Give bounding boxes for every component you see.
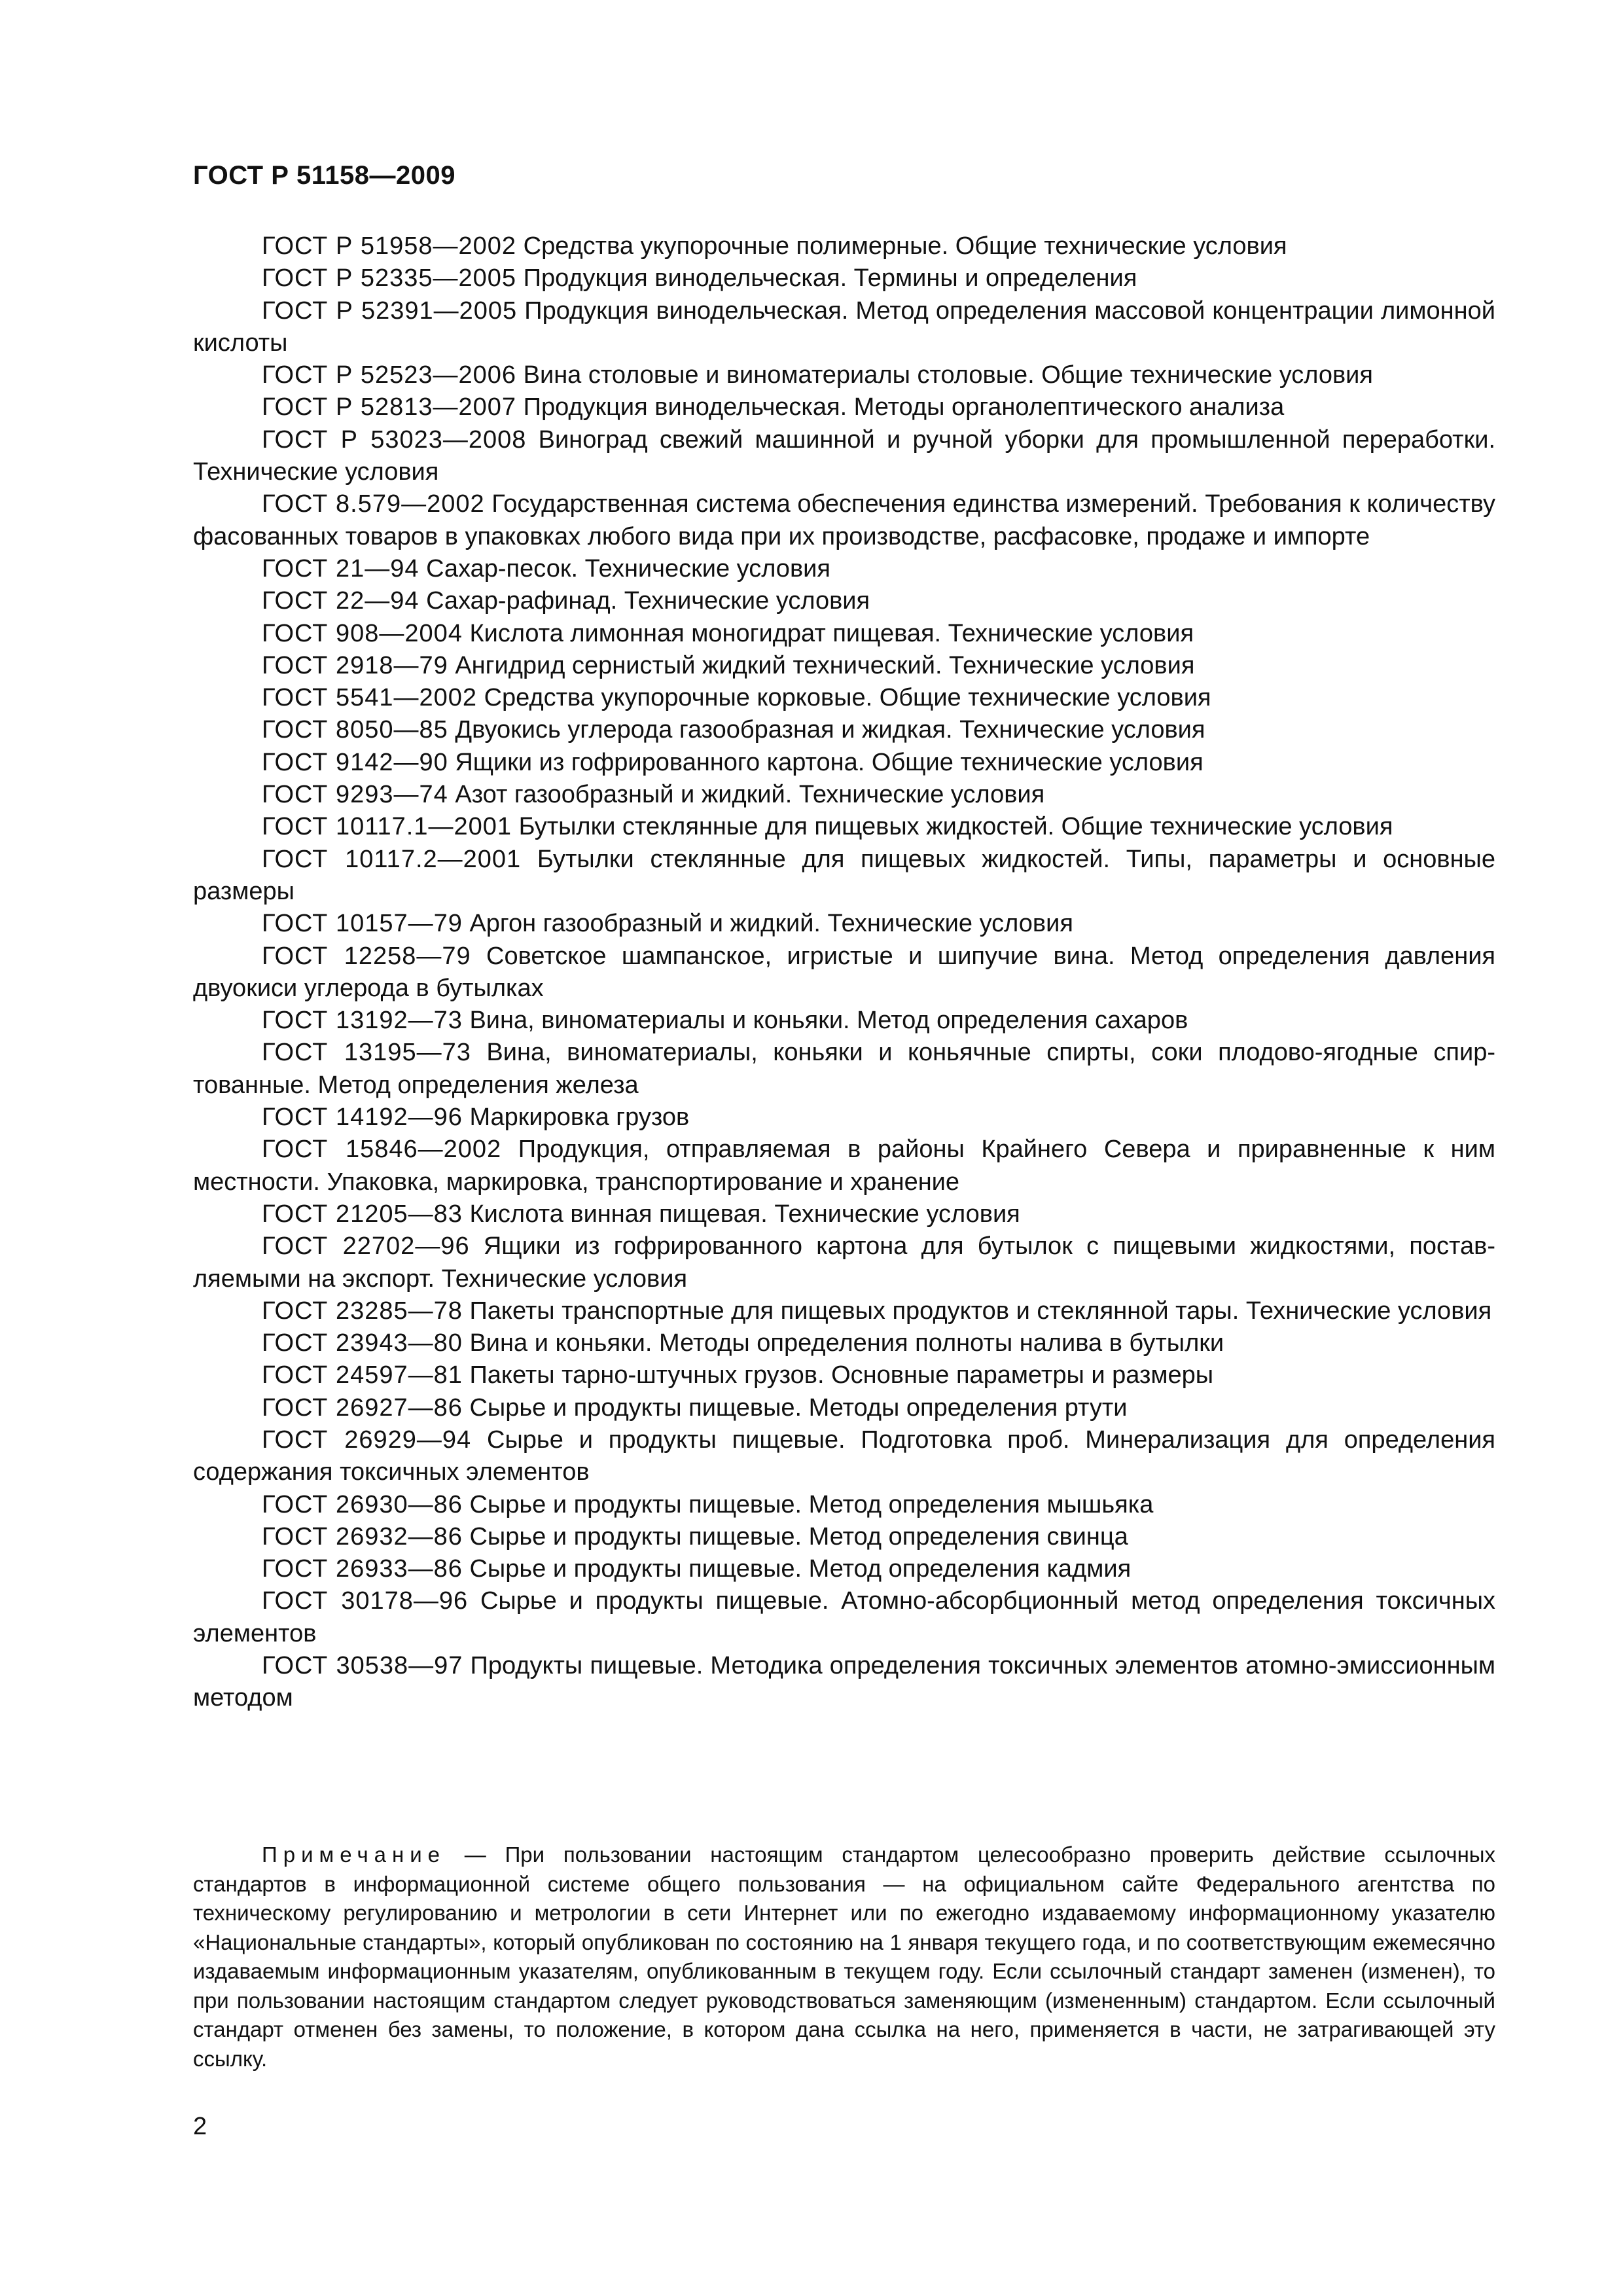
reference-title: Сахар-рафинад. Технические условия [426, 587, 870, 615]
reference-entry [193, 230, 1495, 262]
reference-title: Виноград свежий машинной и ручной уборки для промышленной переработки. Технические условия [193, 425, 1495, 486]
reference-code: ГОСТ 26933—86 [262, 1555, 463, 1583]
reference-title: Сырье и продукты пищевые. Метод определения свинца [469, 1522, 1128, 1551]
reference-code: ГОСТ 5541—2002 [262, 684, 478, 712]
reference-code: ГОСТ Р 52523—2006 [262, 361, 517, 389]
reference-code: ГОСТ Р 52813—2007 [262, 393, 517, 422]
reference-code: ГОСТ 26929—94 [262, 1426, 472, 1454]
reference-code: ГОСТ 2918—79 [262, 651, 448, 679]
reference-entry [193, 811, 1495, 843]
reference-title: Продукция винодельческая. Методы органолептического анализа [523, 393, 1285, 422]
reference-code: ГОСТ 21205—83 [262, 1200, 463, 1228]
reference-code: ГОСТ 24597—81 [262, 1361, 463, 1390]
reference-entry [193, 714, 1495, 746]
reference-entry [193, 1521, 1495, 1553]
reference-entry [193, 1102, 1495, 1134]
note-dash: — [446, 1842, 505, 1867]
reference-title: Государственная система обеспечения единства измерений. Требования к количеству фасованных товаров в упаковках любого вида при их производстве, расфасовке, продаже и импорте [193, 490, 1495, 550]
reference-code: ГОСТ Р 53023—2008 [262, 425, 527, 454]
reference-title: Средства укупорочные корковые. Общие технические условия [484, 684, 1211, 712]
reference-entry [193, 1134, 1495, 1198]
reference-code: ГОСТ 10157—79 [262, 910, 463, 938]
reference-entry [193, 1585, 1495, 1650]
reference-code: ГОСТ 30538—97 [262, 1652, 463, 1680]
reference-title: Аргон газообразный и жидкий. Технические условия [469, 910, 1073, 938]
reference-code: ГОСТ 13192—73 [262, 1007, 463, 1035]
reference-entry [193, 682, 1495, 714]
reference-code: ГОСТ 10117.2—2001 [262, 845, 522, 873]
note-paragraph [193, 1840, 1495, 2073]
reference-title: Продукция, отправляемая в районы Крайнего Севера и приравненные к ним местности. Упаковка, маркировка, транспортирование и хранение [193, 1136, 1495, 1196]
reference-code: ГОСТ 9142—90 [262, 748, 448, 776]
reference-entry [193, 1392, 1495, 1424]
reference-title: Двуокись углерода газообразная и жидкая. Технические условия [455, 716, 1205, 744]
reference-code: ГОСТ 9293—74 [262, 781, 448, 809]
reference-entry [193, 650, 1495, 682]
reference-title: Кислота винная пищевая. Технические условия [469, 1200, 1020, 1228]
normative-references-list [193, 230, 1495, 1715]
reference-entry [193, 1650, 1495, 1715]
reference-code: ГОСТ Р 51958—2002 [262, 232, 517, 260]
reference-title: Сырье и продукты пищевые. Атомно-абсорбционный метод определения токсичных элементов [193, 1587, 1496, 1647]
reference-entry [193, 391, 1495, 423]
reference-entry [193, 1198, 1495, 1230]
reference-entry [193, 779, 1495, 811]
reference-entry [193, 262, 1495, 295]
reference-code: ГОСТ 12258—79 [262, 942, 471, 970]
reference-code: ГОСТ 8050—85 [262, 716, 448, 744]
reference-title: Сырье и продукты пищевые. Методы определения ртути [469, 1393, 1128, 1422]
reference-title: Ангидрид сернистый жидкий технический. Технические условия [455, 651, 1195, 679]
reference-entry [193, 1327, 1495, 1359]
reference-code: ГОСТ 22702—96 [262, 1232, 470, 1261]
reference-entry [193, 1359, 1495, 1391]
reference-entry [193, 585, 1495, 617]
reference-code: ГОСТ 26932—86 [262, 1522, 463, 1551]
reference-title: Маркировка грузов [469, 1103, 690, 1132]
note-label: Примечание [262, 1842, 446, 1867]
reference-entry [193, 908, 1495, 940]
reference-title: Сырье и продукты пищевые. Метод определения мышьяка [469, 1490, 1154, 1518]
reference-entry [193, 747, 1495, 779]
reference-entry [193, 1424, 1495, 1489]
reference-title: Вина, виноматериалы, коньяки и коньячные спирты, соки плодово-ягодные спиртованные. Метод определения железа [193, 1039, 1496, 1099]
reference-title: Бутылки стеклянные для пищевых жидкостей. Общие технические условия [518, 813, 1393, 841]
reference-entry [193, 1295, 1495, 1327]
reference-title: Советское шампанское, игристые и шипучие вина. Метод определения давления двуокиси углерода в бутылках [193, 942, 1495, 1002]
reference-code: ГОСТ 10117.1—2001 [262, 813, 512, 841]
reference-code: ГОСТ Р 52335—2005 [262, 264, 517, 293]
reference-code: ГОСТ 26930—86 [262, 1490, 463, 1518]
reference-entry [193, 844, 1495, 908]
reference-entry [193, 359, 1495, 391]
reference-code: ГОСТ Р 52391—2005 [262, 296, 518, 325]
reference-entry [193, 488, 1495, 553]
reference-code: ГОСТ 15846—2002 [262, 1136, 502, 1164]
reference-entry [193, 553, 1495, 585]
reference-entry [193, 1553, 1495, 1585]
reference-entry [193, 1230, 1495, 1295]
reference-code: ГОСТ 14192—96 [262, 1103, 463, 1132]
page-number: 2 [193, 2113, 207, 2140]
reference-title: Сырье и продукты пищевые. Метод определения кадмия [469, 1555, 1132, 1583]
reference-entry [193, 618, 1495, 650]
reference-title: Бутылки стеклянные для пищевых жидкостей. Типы, параметры и основные размеры [193, 845, 1496, 905]
reference-entry [193, 941, 1495, 1005]
reference-title: Сахар-песок. Технические условия [426, 554, 830, 583]
reference-title: Вина столовые и виноматериалы столовые. Общие технические условия [523, 361, 1373, 389]
reference-entry [193, 1037, 1495, 1102]
reference-title: Азот газообразный и жидкий. Технические условия [455, 781, 1045, 809]
reference-title: Пакеты транспортные для пищевых продуктов и стеклянной тары. Технические условия [469, 1297, 1492, 1325]
reference-title: Вина и коньяки. Методы определения полноты налива в бутылки [469, 1329, 1224, 1357]
reference-code: ГОСТ 23285—78 [262, 1297, 463, 1325]
reference-code: ГОСТ 26927—86 [262, 1393, 463, 1422]
reference-title: Продукция винодельческая. Метод определения массовой концентрации лимонной кислоты [193, 296, 1495, 357]
reference-title: Ящики из гофрированного картона. Общие технические условия [455, 748, 1204, 776]
reference-entry [193, 1489, 1495, 1521]
reference-title: Пакеты тарно-штучных грузов. Основные параметры и размеры [469, 1361, 1214, 1390]
reference-code: ГОСТ 23943—80 [262, 1329, 463, 1357]
reference-code: ГОСТ 908—2004 [262, 619, 463, 647]
note-text: При пользовании настоящим стандартом целесообразно проверить действие ссылочных стандартов в информационной системе общего пользования — на официальном сайте Федерального агентства по техническому регулированию и метрологии в сети Интернет или по ежегодно издаваемому информационному указателю «Национальные стандарты», который опубликован по состоянию на 1 января текущего года, и по соответствующим ежемесячно издаваемым информационным указателям, опубликованным в текущем году. Если ссылочный стандарт заменен (изменен), то при пользовании настоящим стандартом следует руководствоваться заменяющим (измененным) стандартом. Если ссылочный стандарт отменен без замены, то положение, в котором дана ссылка на него, применяется в части, не затрагивающей эту ссылку. [193, 1842, 1496, 2071]
reference-title: Продукты пищевые. Методика определения токсичных элементов атомно-эмиссионным методом [193, 1652, 1496, 1712]
reference-code: ГОСТ 22—94 [262, 587, 419, 615]
reference-title: Продукция винодельческая. Термины и определения [523, 264, 1137, 293]
reference-code: ГОСТ 13195—73 [262, 1039, 471, 1067]
document-header: ГОСТ Р 51158—2009 [193, 161, 455, 190]
reference-entry [193, 424, 1495, 489]
reference-code: ГОСТ 30178—96 [262, 1587, 469, 1615]
reference-entry [193, 295, 1495, 360]
reference-title: Вина, виноматериалы и коньяки. Метод определения сахаров [469, 1007, 1188, 1035]
reference-title: Ящики из гофрированного картона для бутылок с пищевыми жидкостями, поставляемыми на экспорт. Технические условия [193, 1232, 1496, 1293]
reference-title: Средства укупорочные полимерные. Общие технические условия [523, 232, 1287, 260]
reference-code: ГОСТ 8.579—2002 [262, 490, 485, 518]
reference-entry [193, 1005, 1495, 1037]
reference-title: Кислота лимонная моногидрат пищевая. Технические условия [469, 619, 1194, 647]
reference-code: ГОСТ 21—94 [262, 554, 419, 583]
reference-title: Сырье и продукты пищевые. Подготовка проб. Минерализация для определения содержания токсичных элементов [193, 1426, 1496, 1486]
